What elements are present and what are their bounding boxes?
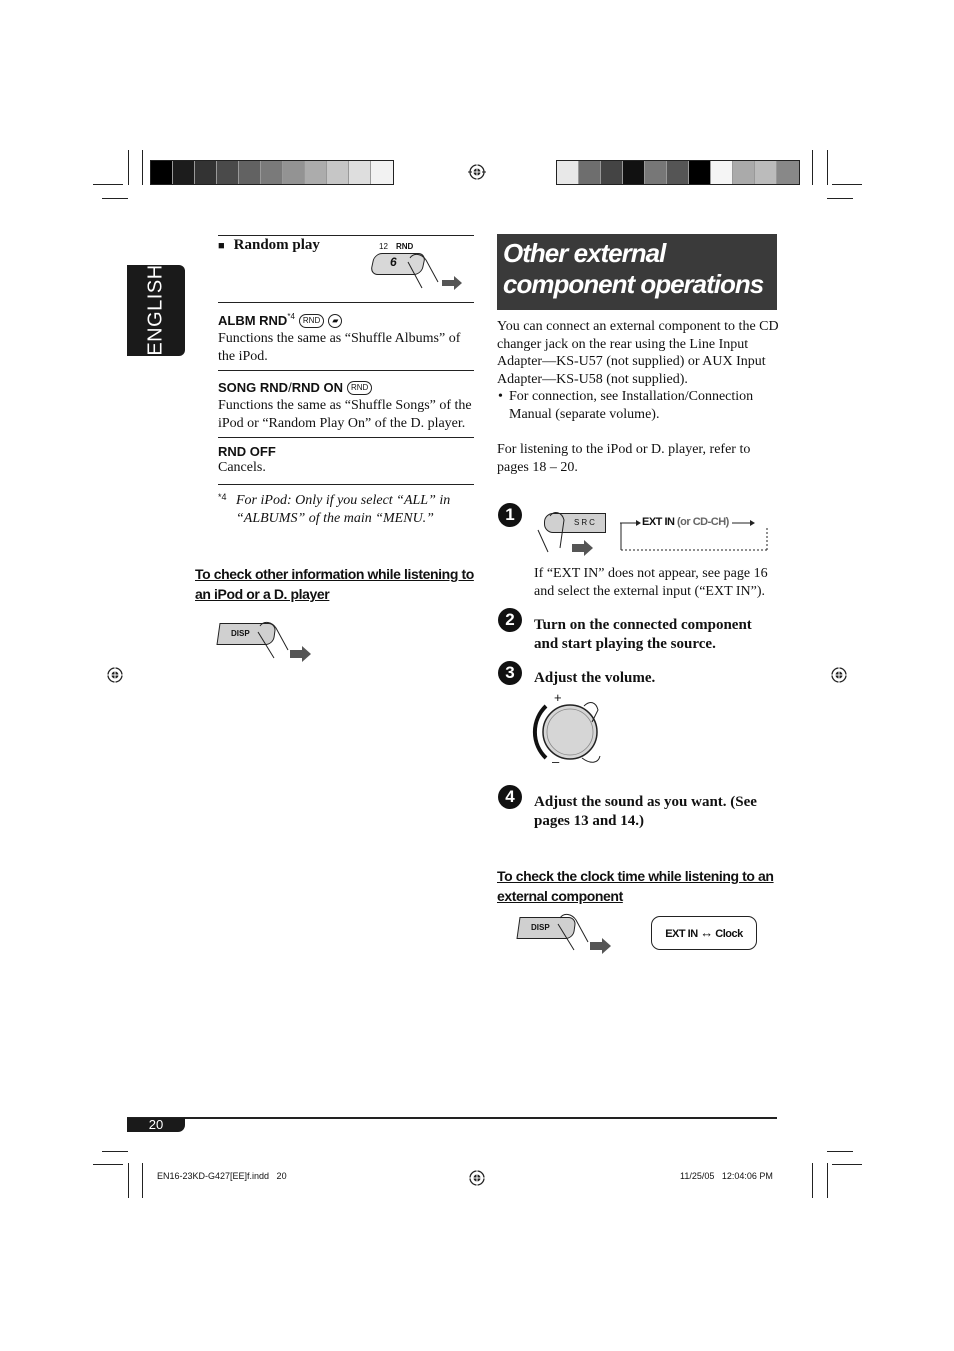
- disp-button-illustration: [518, 912, 618, 957]
- rnd-on-label: RND ON: [291, 380, 343, 395]
- section-title-box: [497, 234, 777, 310]
- step-number: 4: [498, 785, 522, 809]
- step-1-note: If “EXT IN” does not appear, see page 16 and select the external input (“EXT IN”).: [534, 566, 768, 599]
- rnd-indicator-icon: RND: [299, 314, 324, 328]
- rnd-indicator-icon: RND: [347, 381, 372, 395]
- crop-mark: [93, 1164, 123, 1165]
- double-arrow-icon: ↔: [700, 925, 713, 940]
- display-toggle-box: [651, 916, 757, 950]
- footnote-mark: *4: [287, 312, 295, 321]
- crop-mark: [128, 1163, 129, 1198]
- random-button-illustration: [368, 240, 463, 295]
- step-2-text: Turn on the connected component and start playing the source.: [534, 617, 752, 652]
- connection-note-text: For connection, see Installation/Connection Manual (separate volume).: [509, 389, 754, 422]
- section-title: Other external component operations: [503, 238, 764, 299]
- src-button-label: SRC: [574, 518, 597, 527]
- language-tab-label: ENGLISH: [144, 264, 167, 356]
- finger-press-icon: [404, 252, 464, 294]
- print-date: 11/25/05 12:04:06 PM: [680, 1171, 773, 1181]
- registration-mark-icon: [830, 666, 848, 684]
- random-play-title: Random play: [233, 237, 320, 253]
- file-info: EN16-23KD-G427[EE]f.indd 20: [157, 1171, 287, 1181]
- crop-mark: [102, 1151, 128, 1152]
- song-rnd-entry: [218, 379, 476, 432]
- random-play-heading: [218, 237, 320, 254]
- bullet-icon: •: [498, 389, 503, 404]
- volume-knob-illustration: [532, 692, 612, 772]
- check-clock-heading: To check the clock time while listening to an external component: [497, 868, 774, 904]
- finger-press-icon: [554, 912, 618, 957]
- step-3-text: Adjust the volume.: [534, 670, 656, 686]
- label-separator: /: [288, 380, 292, 395]
- crop-mark: [827, 1151, 853, 1152]
- footnote-mark: *4: [218, 492, 227, 502]
- source-flow: [620, 514, 770, 552]
- cd-ch-label: (or CD-CH): [677, 516, 729, 528]
- rnd-off-label: RND OFF: [218, 444, 276, 459]
- step-number: 1: [498, 503, 522, 527]
- crop-mark: [142, 150, 143, 185]
- rule: [218, 370, 474, 371]
- registration-mark-icon: [106, 666, 124, 684]
- footnote-text: For iPod: Only if you select “ALL” in “ALBUMS” of the main “MENU.”: [236, 493, 451, 526]
- disp-button-illustration: [218, 620, 318, 665]
- disp-button-label: DISP: [531, 923, 550, 932]
- crop-mark: [832, 1164, 862, 1165]
- rule: [218, 437, 474, 438]
- button-digit: 6: [390, 255, 397, 269]
- rule: [218, 235, 474, 236]
- page-number-tab: [127, 1118, 185, 1132]
- albm-rnd-label: ALBM RND: [218, 313, 288, 328]
- rule: [218, 302, 474, 303]
- song-rnd-label: SONG RND: [218, 380, 289, 395]
- ext-in-label: EXT IN: [642, 516, 675, 528]
- registration-mark-icon: [468, 1169, 486, 1187]
- crop-mark: [812, 1163, 813, 1198]
- check-info-heading: To check other information while listening to an iPod or a D. player: [195, 566, 474, 602]
- crop-mark: [93, 184, 123, 185]
- rnd-off-description: Cancels.: [218, 460, 266, 475]
- folder-indicator-icon: ▰: [328, 314, 342, 328]
- square-bullet-icon: ■: [218, 240, 225, 252]
- intro-paragraph: You can connect an external component to the CD changer jack on the rear using the Line Input Adapter—KS-U57 (not supplied) or AUX Input Adapter—KS-U58 (not supplied).: [497, 319, 779, 387]
- volume-minus: –: [552, 754, 560, 769]
- language-tab: [127, 265, 185, 356]
- crop-mark: [827, 1163, 828, 1198]
- albm-rnd-description: Functions the same as “Shuffle Albums” of the iPod.: [218, 331, 461, 364]
- clock-label: Clock: [715, 928, 743, 940]
- crop-mark: [832, 184, 862, 185]
- crop-mark: [812, 150, 813, 185]
- crop-mark: [102, 198, 128, 199]
- step-number: 3: [498, 661, 522, 685]
- color-bar-right: [556, 160, 800, 185]
- registration-mark-icon: [468, 163, 486, 181]
- crop-mark: [142, 1163, 143, 1198]
- volume-plus: +: [554, 690, 562, 705]
- color-bar-left: [150, 160, 394, 185]
- button-number: 12: [379, 242, 388, 251]
- connection-note: [497, 388, 779, 423]
- footnote: [218, 492, 474, 527]
- step-4-text: Adjust the sound as you want. (See pages 13 and 14.): [534, 794, 757, 829]
- ext-in-label: EXT IN: [665, 928, 698, 940]
- footer-rule: [127, 1117, 777, 1119]
- volume-knob-icon[interactable]: [532, 692, 612, 772]
- page-number: 20: [148, 1117, 164, 1132]
- finger-press-icon: [254, 620, 318, 665]
- crop-mark: [827, 150, 828, 185]
- src-button-illustration: [534, 508, 624, 558]
- crop-mark: [827, 198, 853, 199]
- refer-paragraph: For listening to the iPod or D. player, refer to pages 18 – 20.: [497, 442, 751, 475]
- disp-button-label: DISP: [231, 629, 250, 638]
- step-number: 2: [498, 608, 522, 632]
- crop-mark: [128, 150, 129, 185]
- button-label: RND: [396, 242, 414, 251]
- rnd-off-entry: [218, 444, 474, 477]
- albm-rnd-entry: [218, 312, 474, 365]
- song-rnd-description: Functions the same as “Shuffle Songs” of the iPod or “Random Play On” of the D. player.: [218, 398, 472, 431]
- finger-press-icon: [534, 508, 604, 558]
- rule: [218, 484, 474, 485]
